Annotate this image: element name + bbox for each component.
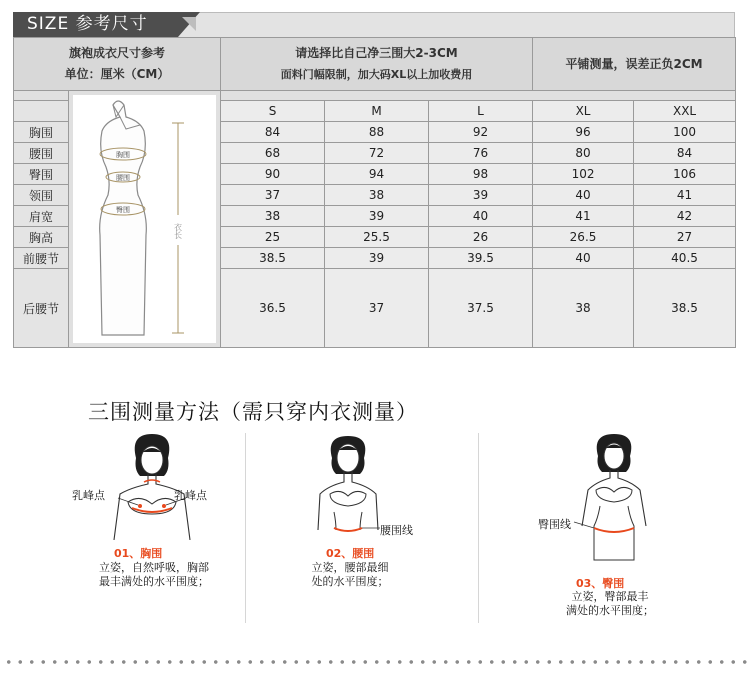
dotted-divider bbox=[3, 659, 747, 665]
hip-measure-line bbox=[594, 528, 634, 532]
row-label: 后腰节 bbox=[14, 269, 69, 348]
header-cell-garment bbox=[14, 38, 221, 91]
row-label: 胸高 bbox=[14, 227, 69, 248]
hip-panel bbox=[530, 430, 710, 630]
bust-measure-line bbox=[132, 508, 172, 512]
figure-label-waist: 腰围 bbox=[115, 174, 130, 182]
waist-measure-line bbox=[334, 528, 362, 531]
waist-description: 立姿，腰部最细 处的水平围度； bbox=[311, 561, 389, 588]
header-cell-advice bbox=[221, 38, 533, 91]
bust-panel bbox=[70, 430, 240, 630]
waist-line-label: 腰围线 bbox=[380, 524, 413, 537]
size-col-m: M bbox=[325, 101, 429, 122]
header-garment-title: 旗袍成衣尺寸参考 bbox=[68, 46, 165, 60]
table-header-row bbox=[14, 38, 736, 91]
figure-label-length: 衣长 bbox=[173, 223, 182, 239]
table-row: 胸高 25 25.5 26 26.5 27 bbox=[14, 227, 736, 248]
bust-point-left-label: 乳峰点 bbox=[72, 489, 105, 502]
row-label: 胸围 bbox=[14, 122, 69, 143]
table-row: 肩宽 38 39 40 41 42 bbox=[14, 206, 736, 227]
row-label: 臀围 bbox=[14, 164, 69, 185]
bust-figure-icon bbox=[70, 430, 240, 540]
table-gap-row bbox=[14, 91, 736, 101]
waist-caption: 02、腰围 bbox=[326, 547, 375, 560]
hip-caption: 03、臀围 bbox=[576, 577, 625, 590]
header-advice-line2: 面料门幅限制，加大码XL以上加收费用 bbox=[280, 68, 473, 81]
size-col-s: S bbox=[221, 101, 325, 122]
header-advice-line1: 请选择比自己净三围大2-3CM bbox=[295, 46, 458, 60]
hip-line-label: 臀围线 bbox=[538, 518, 571, 531]
table-row: 后腰节 36.5 37 37.5 38 38.5 bbox=[14, 269, 736, 348]
waist-panel bbox=[300, 430, 470, 630]
size-col-l: L bbox=[429, 101, 533, 122]
hip-figure-icon bbox=[570, 430, 690, 575]
row-label: 肩宽 bbox=[14, 206, 69, 227]
table-row: 前腰节 38.5 39 39.5 40 40.5 bbox=[14, 248, 736, 269]
size-title-tab: SIZE 参考尺寸 bbox=[13, 12, 178, 37]
dress-figure-frame bbox=[73, 95, 216, 343]
row-label: 腰围 bbox=[14, 143, 69, 164]
dress-figure-cell bbox=[69, 91, 221, 348]
measure-section-title: 三围测量方法（需只穿内衣测量） bbox=[88, 400, 418, 424]
bust-caption: 01、胸围 bbox=[114, 547, 163, 560]
table-row: 领围 37 38 39 40 41 bbox=[14, 185, 736, 206]
header-unit: 单位：厘米（CM） bbox=[64, 67, 170, 81]
bust-description: 立姿，自然呼吸，胸部 最丰满处的水平围度； bbox=[99, 561, 209, 588]
dress-outline bbox=[99, 101, 146, 335]
header-cell-tolerance: 平铺测量，误差正负2CM bbox=[533, 38, 736, 91]
title-tab-fold-shadow bbox=[182, 17, 196, 31]
bust-point-right-label: 乳峰点 bbox=[174, 489, 207, 502]
table-row: 胸围 84 88 92 96 100 bbox=[14, 122, 736, 143]
figure-label-hip: 臀围 bbox=[115, 206, 130, 214]
size-col-xl: XL bbox=[533, 101, 634, 122]
table-row: 腰围 68 72 76 80 84 bbox=[14, 143, 736, 164]
panel-divider bbox=[245, 433, 246, 623]
row-label: 领围 bbox=[14, 185, 69, 206]
dress-diagram-icon bbox=[80, 95, 210, 345]
row-label: 前腰节 bbox=[14, 248, 69, 269]
table-row: 臀围 90 94 98 102 106 bbox=[14, 164, 736, 185]
hip-description: 立姿，臀部最丰 满处的水平围度； bbox=[566, 590, 654, 617]
size-col-xxl: XXL bbox=[634, 101, 736, 122]
panel-divider bbox=[478, 433, 479, 623]
size-table bbox=[13, 37, 736, 348]
figure-label-chest: 胸围 bbox=[115, 151, 130, 159]
